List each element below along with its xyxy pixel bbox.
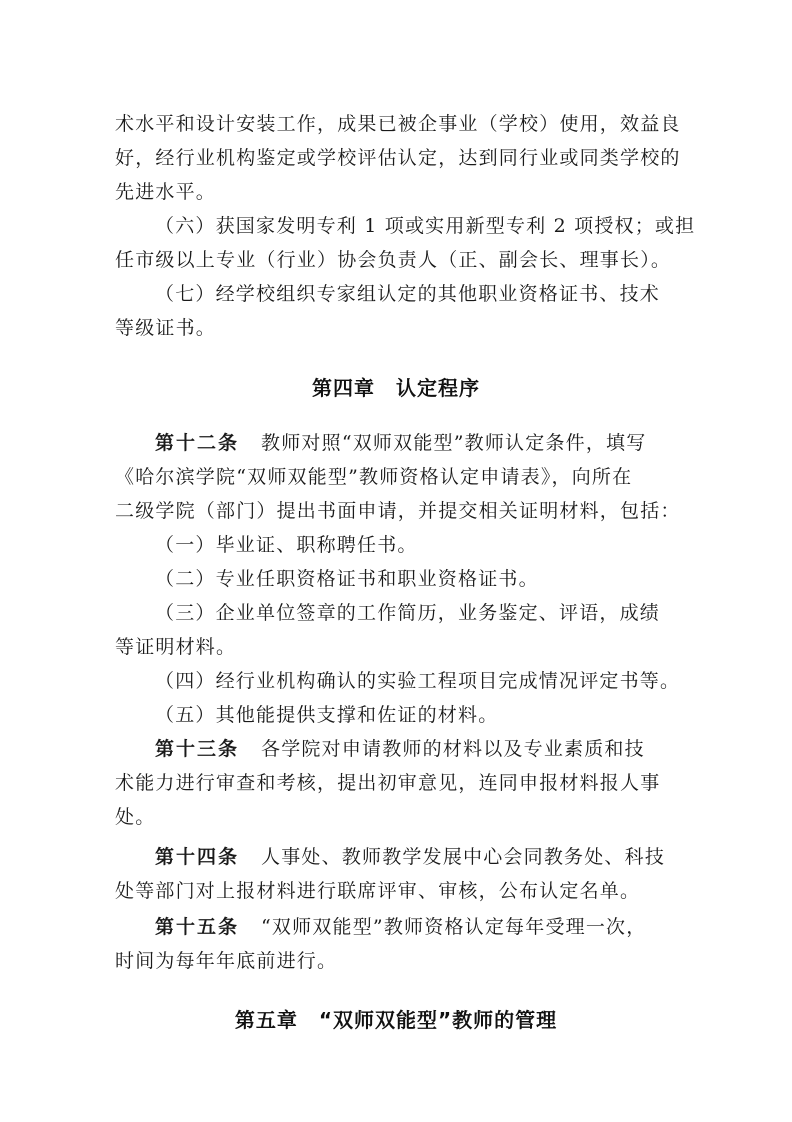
text-line: 先进水平。 [115, 181, 217, 203]
article-text: 各学院对申请教师的材料以及专业素质和技 [261, 738, 645, 760]
text-line [115, 910, 690, 944]
text-line: 二级学院（部门）提出书面申请，并提交相关证明材料，包括： [115, 500, 681, 522]
text-line [115, 840, 690, 874]
article-14 [115, 840, 690, 908]
article-text: “双师双能型”教师资格认定每年受理一次， [261, 916, 647, 938]
list-item: （三）企业单位签章的工作简历，业务鉴定、评语，成绩 [155, 602, 661, 624]
text-line: 处等部门对上报材料进行联席评审、审核，公布认定名单。 [115, 880, 641, 902]
text-line: 等级证书。 [115, 317, 217, 339]
text-line: （六）获国家发明专利 1 项或实用新型专利 2 项授权；或担 [155, 215, 696, 237]
article-text: 人事处、教师教学发展中心会同教务处、科技 [261, 846, 666, 868]
article-text: 教师对照“双师双能型”教师认定条件，填写 [261, 432, 647, 454]
text-line: 任市级以上专业（行业）协会负责人（正、副会长、理事长）。 [115, 249, 672, 271]
chapter-4-heading: 第四章 认定程序 [312, 376, 480, 400]
article-number: 第十二条 [155, 432, 240, 454]
article-number: 第十四条 [155, 846, 240, 868]
article-15 [115, 910, 690, 978]
text-line [115, 426, 690, 460]
chapter-5-heading: 第五章 “双师双能型”教师的管理 [234, 1008, 558, 1032]
text-line: 好，经行业机构鉴定或学校评估认定，达到同行业或同类学校的 [115, 147, 681, 169]
continuation-paragraphs [115, 107, 696, 345]
article-number: 第十五条 [155, 916, 240, 938]
text-line: 时间为每年年底前进行。 [115, 950, 338, 972]
text-line: （七）经学校组织专家组认定的其他职业资格证书、技术 [155, 283, 661, 305]
text-line: 术水平和设计安装工作，成果已被企事业（学校）使用，效益良 [115, 113, 681, 135]
list-item: （一）毕业证、职称聘任书。 [155, 534, 418, 556]
text-line: 处。 [115, 806, 156, 828]
text-line [115, 732, 690, 766]
text-line: 等证明材料。 [115, 636, 237, 658]
article-12 [115, 426, 690, 732]
list-item: （二）专业任职资格证书和职业资格证书。 [155, 568, 539, 590]
text-line: 《哈尔滨学院“双师双能型”教师资格认定申请表》，向所在 [115, 466, 633, 488]
article-number: 第十三条 [155, 738, 240, 760]
list-item: （五）其他能提供支撑和佐证的材料。 [155, 704, 499, 726]
list-item: （四）经行业机构确认的实验工程项目完成情况评定书等。 [155, 670, 681, 692]
text-line: 术能力进行审查和考核，提出初审意见，连同申报材料报人事 [115, 772, 661, 794]
article-13 [115, 732, 690, 834]
